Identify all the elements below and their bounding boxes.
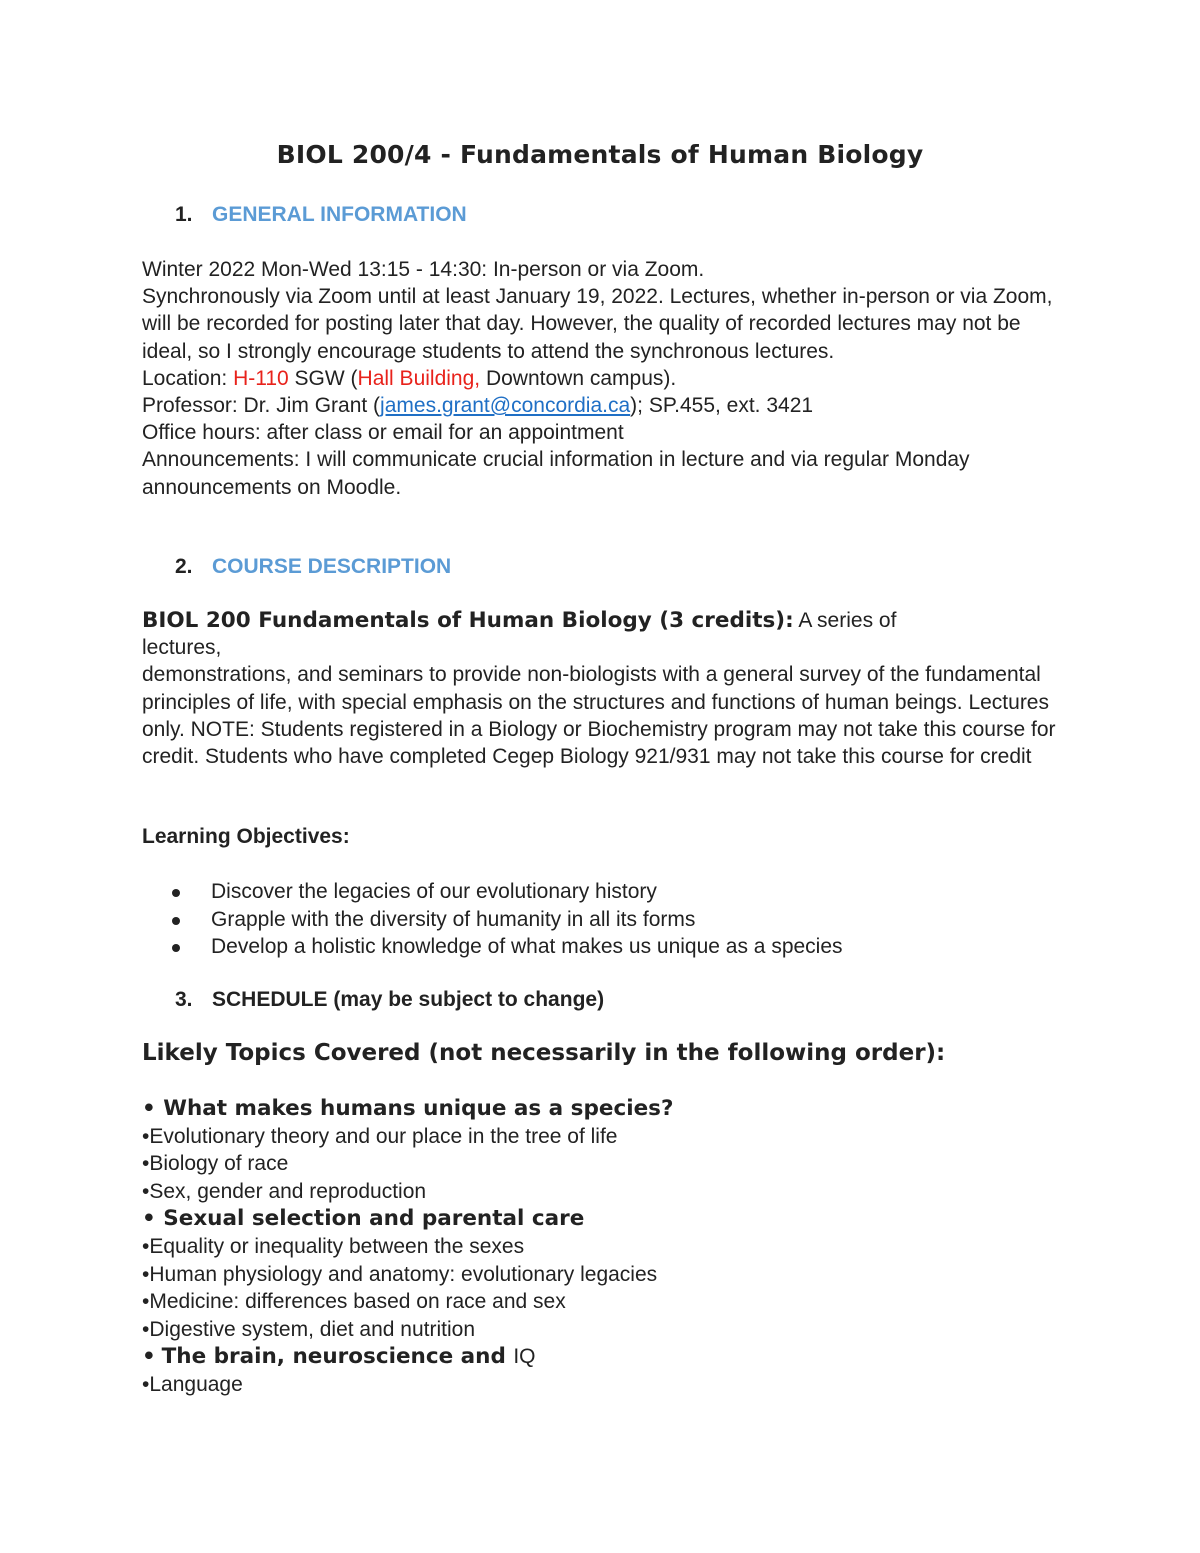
bullet-icon	[172, 944, 180, 952]
objectives-heading: Learning Objectives:	[142, 825, 350, 848]
list-item: •Sex, gender and reproduction	[142, 1179, 427, 1203]
professor-line: Professor: Dr. Jim Grant (james.grant@concordia.ca); SP.455, ext. 3421	[142, 394, 814, 418]
description-second-line: lectures,	[142, 636, 222, 660]
bullet-icon	[172, 889, 180, 897]
building-name: Hall Building,	[357, 366, 481, 390]
list-item: •Biology of race	[142, 1152, 289, 1176]
location-line: Location: H-110 SGW (Hall Building, Downtown campus).	[142, 366, 677, 390]
topics-list	[142, 1095, 673, 1399]
schedule-line: Winter 2022 Mon-Wed 13:15 - 14:30: In-person or via Zoom.	[142, 258, 705, 281]
professor-email-link[interactable]: james.grant@concordia.ca	[380, 394, 631, 418]
description-body: demonstrations, and seminars to provide non-biologists with a general survey of the fundamental principles of life, with special emphasis on the structures and functions of human beings. Lectures only. NOTE: Students registered in a Biology or Biochemistry program may not take this course for credit. Students who have completed Cegep Biology 921/931 may not take this course for credit	[142, 663, 1056, 769]
list-item: •Equality or inequality between the sexes	[142, 1234, 525, 1258]
list-item: •Medicine: differences based on race and sex	[142, 1290, 566, 1314]
bullet-icon	[172, 917, 180, 925]
list-item: • Sexual selection and parental care	[142, 1206, 585, 1232]
list-item: • The brain, neuroscience and IQ	[142, 1344, 536, 1370]
list-item: •Evolutionary theory and our place in the tree of life	[142, 1124, 618, 1148]
announcements: Announcements: I will communicate crucial information in lecture and via regular Monday announcements on Moodle.	[142, 448, 970, 499]
section-title: SCHEDULE (may be subject to change)	[212, 988, 605, 1011]
zoom-note: Synchronously via Zoom until at least January 19, 2022. Lectures, whether in-person or via Zoom, will be recorded for posting later that day. However, the quality of recorded lectures may not be ideal, so I strongly encourage students to attend the synchronous lectures.	[142, 285, 1053, 363]
room-number: H-110	[233, 366, 289, 390]
course-description	[142, 607, 1062, 770]
general-information	[142, 256, 1062, 501]
document-page: BIOL 200/4 - Fundamentals of Human Biology 1. GENERAL INFORMATION Winter 2022 Mon-Wed 13:15 - 14:30: In-person or via Zoom. Synchronously via Zoom until at least January 19, 2022. Lectures, whether in-person or via Zoom, will be recorded for posting later that day. However, the quality of recorded lectures may not be ideal, so I strongly encourage students to attend the synchronous lectures. Location: H-110 SGW (Hall Building, Downtown campus). Professor: Dr. Jim Grant (james.grant@concordia.ca); SP.455, ext. 3421 Office hours: after class or email for an appointment Announcements: I will communicate crucial information in lecture and via regular Monday announcements on Moodle. 2. COURSE DESCRIPTION BIOL 200 Fundamentals of Human Biology (3 credits): A series of lectures, demonstrations, and seminars to provide non-biologists with a general survey of the fundamental principles of life, with special emphasis on the structures and functions of human beings. Lectures only. NOTE: Students registered in a Biology or Biochemistry program may not take this course for credit. Students who have completed Cegep Biology 921/931 may not take this course for credit Learning Objectives: Discover the legacies of our evolutionary history Grapple with the diversity of humanity in all its forms Develop a holistic knowledge of what makes us unique as a species 3. SCHEDULE (may be subject to change) Likely Topics Covered (not necessarily in the following order): • What makes humans unique as a species? •Evolutionary theory and our place in the tree of life •Biology of race •Sex, gender and reproduction • Sexual selection and parental care •Equality or inequality between the sexes •Human physiology and anatomy: evolutionary legacies •Medicine: differences based on race and sex •Digestive system, diet and nutrition • The brain, neuroscience and IQ •Language	[0, 0, 1200, 1553]
section-number: 3.	[175, 988, 193, 1011]
list-item: • What makes humans unique as a species?	[142, 1096, 674, 1121]
list-item: •Language	[142, 1372, 243, 1396]
course-title-bold: BIOL 200 Fundamentals of Human Biology (3 credits):	[142, 608, 794, 633]
section-title: COURSE DESCRIPTION	[212, 555, 452, 578]
section-number: 1.	[175, 203, 193, 226]
list-item: •Human physiology and anatomy: evolutionary legacies	[142, 1262, 658, 1286]
list-item: •Digestive system, diet and nutrition	[142, 1317, 476, 1341]
section-title: GENERAL INFORMATION	[212, 203, 467, 226]
office-hours: Office hours: after class or email for an appointment	[142, 421, 624, 445]
description-first-line: BIOL 200 Fundamentals of Human Biology (3 credits): A series of	[142, 608, 897, 633]
page-title: BIOL 200/4 - Fundamentals of Human Biology	[276, 140, 924, 169]
topics-heading: Likely Topics Covered (not necessarily in the following order):	[142, 1040, 946, 1066]
section-number: 2.	[175, 555, 193, 578]
